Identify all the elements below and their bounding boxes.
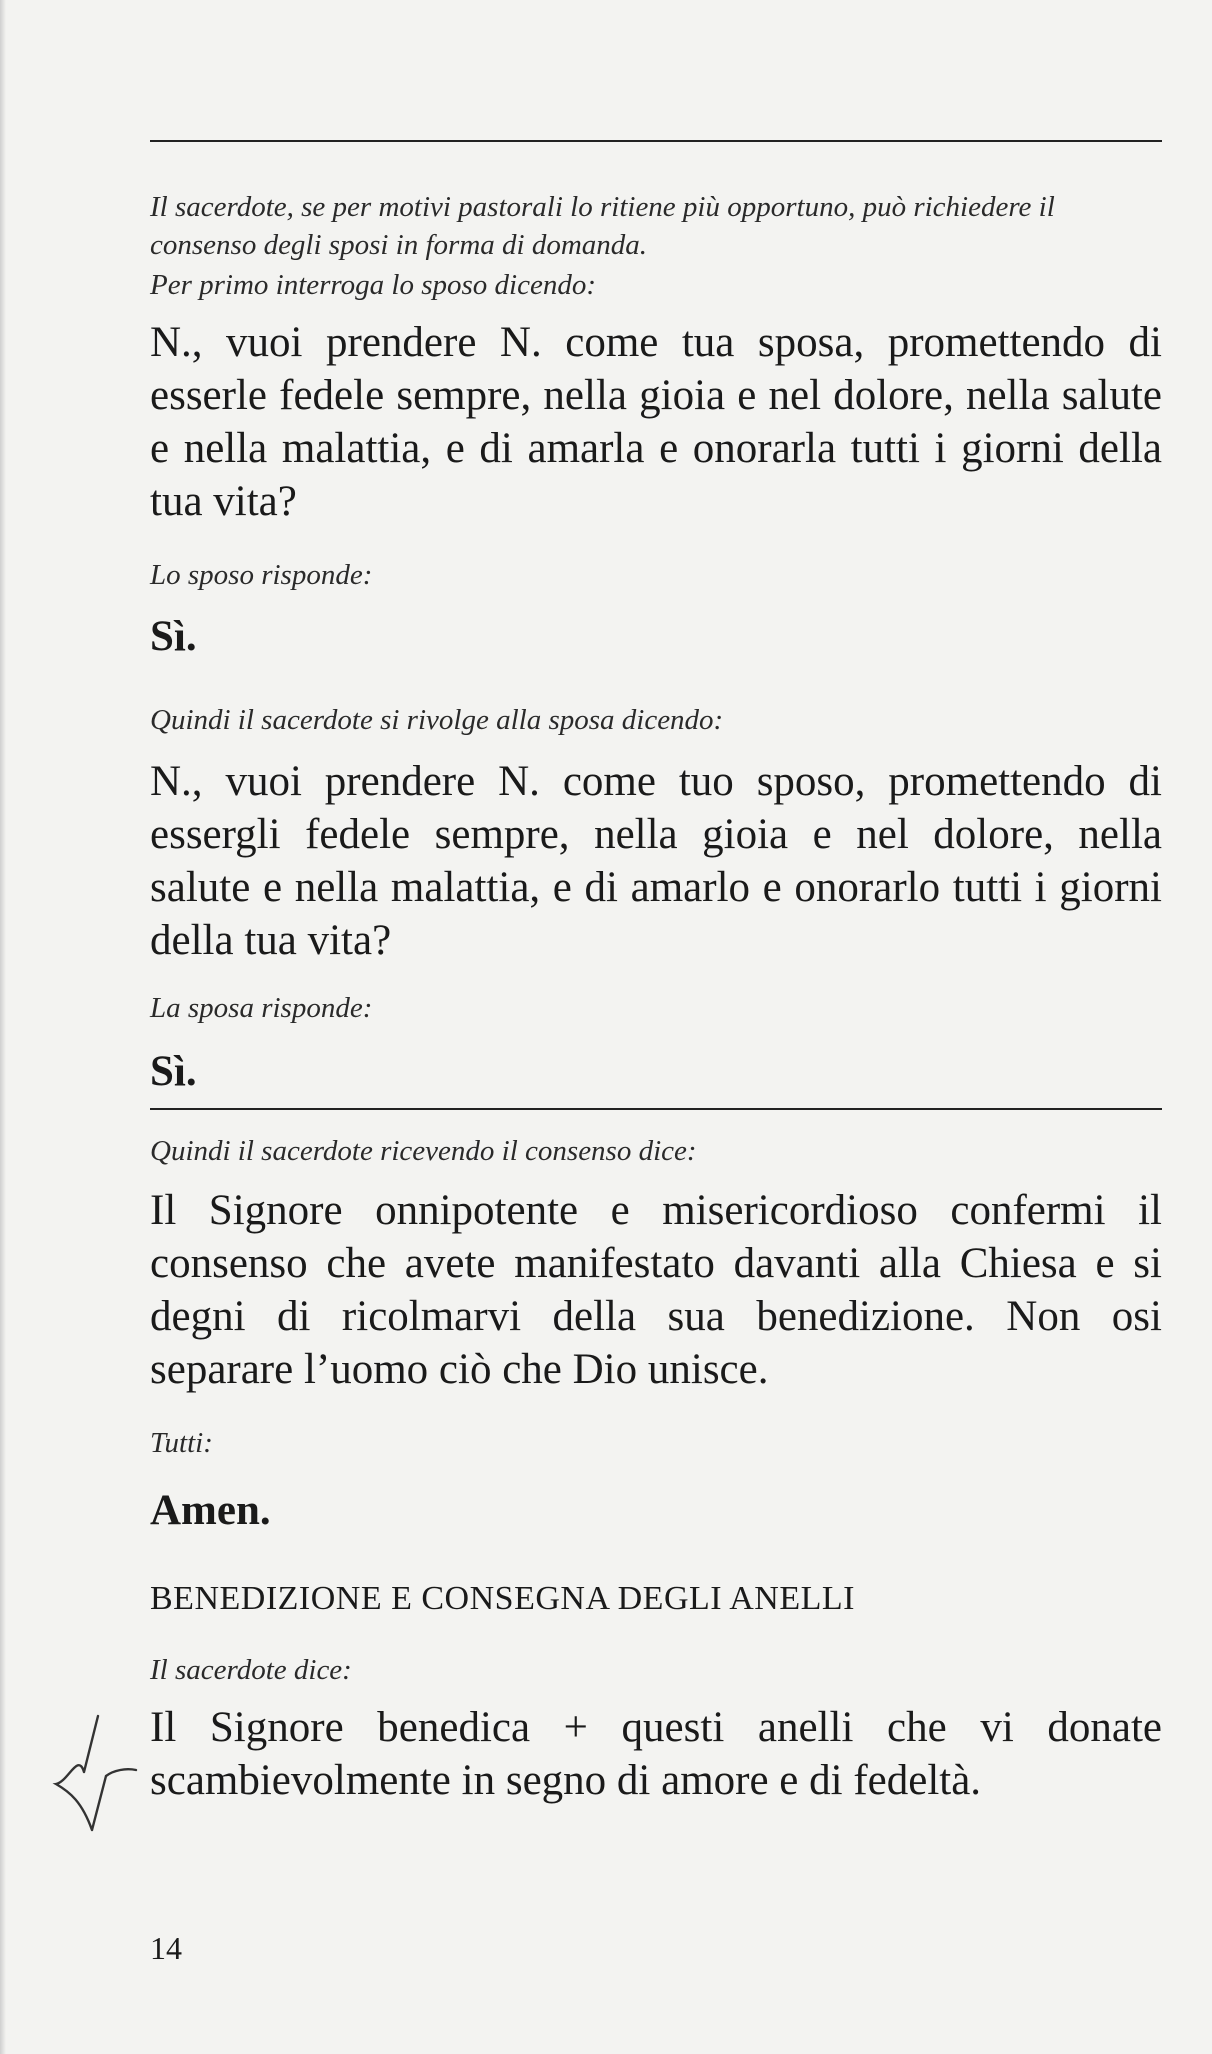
rubric-priest-says: Il sacerdote dice: [150,1654,352,1686]
rubric-asks-groom: Per primo interroga lo sposo dicendo: [150,269,596,301]
consent-confirmation-text: Il Signore onnipotente e misericordioso confermi il consenso che avete manifestato davanti alla Chiesa e si degni di ricolmarvi della sua benedizione. Non osi separare l’uomo ciò che Dio unisce. [150,1187,1162,1393]
middle-rule [150,1108,1162,1110]
page-content [150,140,1162,1807]
rubric-all: Tutti: [150,1427,213,1459]
amen-response: Amen. [150,1487,271,1534]
top-rule [150,140,1162,142]
rubric-bride-answers: La sposa risponde: [150,992,373,1024]
rubric-groom-answers: Lo sposo risponde: [150,559,373,591]
ring-blessing-text: Il Signore benedica + questi anelli che vi donate scambievolmente in segno di amore e di fedeltà. [150,1704,1162,1804]
question-to-bride: N., vuoi prendere N. come tuo sposo, promettendo di essergli fedele sempre, nella gioia e nel dolore, nella salute e nella malattia, e di amarlo e onorarlo tutti i giorni della tua vita? [150,758,1162,964]
groom-answer: Sì. [150,613,197,660]
rubric-consent-question-form: Il sacerdote, se per motivi pastorali lo ritiene più opportuno, può richiedere il consenso degli sposi in forma di domanda. [150,191,1055,261]
section-heading-rings: BENEDIZIONE E CONSEGNA DEGLI ANELLI [150,1580,855,1617]
bride-answer: Sì. [150,1048,197,1095]
rubric-turns-to-bride: Quindi il sacerdote si rivolge alla sposa dicendo: [150,704,724,736]
handwritten-pen-mark [48,1712,138,1832]
page-edge-shadow [0,0,6,2054]
rubric-receiving-consent: Quindi il sacerdote ricevendo il consenso dice: [150,1135,697,1167]
page-number: 14 [150,1930,182,1966]
question-to-groom: N., vuoi prendere N. come tua sposa, promettendo di esserle fedele sempre, nella gioia e nel dolore, nella salute e nella malattia, e di amarla e onorarla tutti i giorni della tua vita? [150,319,1162,525]
